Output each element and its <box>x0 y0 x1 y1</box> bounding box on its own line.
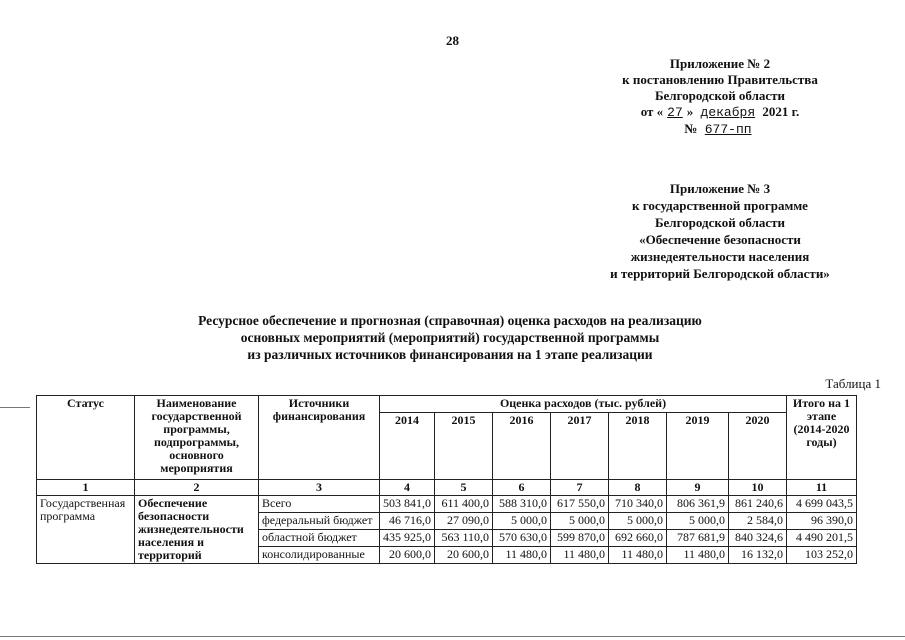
column-number: 6 <box>493 480 551 496</box>
column-number: 3 <box>259 480 380 496</box>
title-line: Ресурсное обеспечение и прогнозная (справочная) оценка расходов на реализацию <box>198 313 702 328</box>
header-year: 2016 <box>493 413 551 480</box>
appendix-2-number <box>570 121 870 138</box>
column-number: 5 <box>435 480 493 496</box>
document-title <box>120 312 780 363</box>
appendix-2-title: Приложение № 2 <box>669 56 771 71</box>
value-cell: 588 310,0 <box>493 496 551 513</box>
column-number-row <box>37 480 857 496</box>
resolution-number: 677-пп <box>704 122 752 137</box>
column-number: 4 <box>380 480 435 496</box>
source-cell: федеральный бюджет <box>259 513 380 530</box>
appendix-2-line3: Белгородской области <box>654 88 786 103</box>
value-cell: 787 681,9 <box>667 530 729 547</box>
total-cell: 103 252,0 <box>787 547 857 564</box>
appendix-2-date <box>570 104 870 121</box>
number-prefix: № <box>684 121 698 136</box>
program-name-cell: Обеспечение безопасности жизнедеятельности населения и территорий <box>135 496 259 564</box>
value-cell: 46 716,0 <box>380 513 435 530</box>
value-cell: 2 584,0 <box>729 513 787 530</box>
appendix-3-block <box>560 180 880 282</box>
header-status: Статус <box>37 396 135 480</box>
header-year: 2019 <box>667 413 729 480</box>
value-cell: 5 000,0 <box>551 513 609 530</box>
value-cell: 861 240,6 <box>729 496 787 513</box>
scan-artifact-line <box>0 407 30 408</box>
source-cell: консолидированные <box>259 547 380 564</box>
date-prefix: от « <box>640 104 664 119</box>
appendix-3-line: и территорий Белгородской области» <box>610 266 830 281</box>
value-cell: 16 132,0 <box>729 547 787 564</box>
total-cell: 4 490 201,5 <box>787 530 857 547</box>
header-row-1 <box>37 396 857 413</box>
total-cell: 96 390,0 <box>787 513 857 530</box>
appendix-3-line: «Обеспечение безопасности <box>639 232 801 247</box>
value-cell: 570 630,0 <box>493 530 551 547</box>
column-number: 7 <box>551 480 609 496</box>
column-number: 10 <box>729 480 787 496</box>
header-sources: Источники финансирования <box>259 396 380 480</box>
date-day: 27 <box>667 105 683 120</box>
appendix-3-line: жизнедеятельности населения <box>630 249 810 264</box>
value-cell: 11 480,0 <box>551 547 609 564</box>
total-cell: 4 699 043,5 <box>787 496 857 513</box>
column-number: 11 <box>787 480 857 496</box>
header-year: 2015 <box>435 413 493 480</box>
table-row <box>37 496 857 513</box>
page-number: 28 <box>446 33 459 48</box>
value-cell: 503 841,0 <box>380 496 435 513</box>
value-cell: 20 600,0 <box>435 547 493 564</box>
source-cell: Всего <box>259 496 380 513</box>
value-cell: 599 870,0 <box>551 530 609 547</box>
value-cell: 840 324,6 <box>729 530 787 547</box>
value-cell: 20 600,0 <box>380 547 435 564</box>
value-cell: 11 480,0 <box>609 547 667 564</box>
status-cell: Государственная программа <box>37 496 135 564</box>
appendix-2-block <box>570 56 870 138</box>
value-cell: 11 480,0 <box>493 547 551 564</box>
column-number: 8 <box>609 480 667 496</box>
value-cell: 435 925,0 <box>380 530 435 547</box>
value-cell: 806 361,9 <box>667 496 729 513</box>
source-cell: областной бюджет <box>259 530 380 547</box>
header-name: Наименование государственной программы, подпрограммы, основного мероприятия <box>135 396 259 480</box>
header-year: 2018 <box>609 413 667 480</box>
appendix-3-line: Приложение № 3 <box>669 181 771 196</box>
appendix-3-line: Белгородской области <box>654 215 786 230</box>
date-month: декабря <box>700 105 756 120</box>
value-cell: 5 000,0 <box>609 513 667 530</box>
value-cell: 5 000,0 <box>667 513 729 530</box>
resource-table <box>36 395 857 564</box>
value-cell: 11 480,0 <box>667 547 729 564</box>
header-year: 2014 <box>380 413 435 480</box>
value-cell: 710 340,0 <box>609 496 667 513</box>
value-cell: 611 400,0 <box>435 496 493 513</box>
appendix-3-line: к государственной программе <box>632 198 808 213</box>
date-year: 2021 г. <box>762 104 800 119</box>
table-label: Таблица 1 <box>825 376 881 391</box>
appendix-2-line2: к постановлению Правительства <box>622 72 818 87</box>
value-cell: 617 550,0 <box>551 496 609 513</box>
header-estimate: Оценка расходов (тыс. рублей) <box>380 396 787 413</box>
scan-bottom-edge <box>0 636 905 637</box>
header-year: 2017 <box>551 413 609 480</box>
column-number: 9 <box>667 480 729 496</box>
title-line: из различных источников финансирования на 1 этапе реализации <box>247 347 653 362</box>
date-mid: » <box>686 104 694 119</box>
title-line: основных мероприятий (мероприятий) государственной программы <box>240 330 660 345</box>
value-cell: 563 110,0 <box>435 530 493 547</box>
value-cell: 5 000,0 <box>493 513 551 530</box>
value-cell: 27 090,0 <box>435 513 493 530</box>
column-number: 1 <box>37 480 135 496</box>
column-number: 2 <box>135 480 259 496</box>
header-year: 2020 <box>729 413 787 480</box>
value-cell: 692 660,0 <box>609 530 667 547</box>
header-total: Итого на 1 этапе (2014-2020 годы) <box>787 396 857 480</box>
